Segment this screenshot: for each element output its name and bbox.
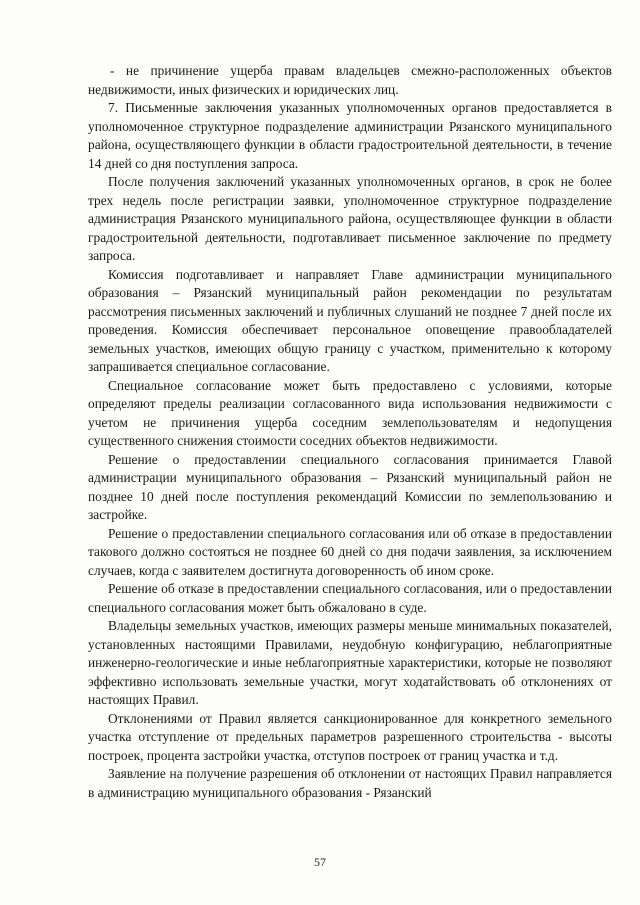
page-number: 57 xyxy=(314,855,326,869)
body-text xyxy=(88,62,612,802)
paragraph: - не причинение ущерба правам владельцев смежно-расположенных объектов недвижимости, иных физических и юридических лиц. xyxy=(88,63,612,97)
paragraph: Заявление на получение разрешения об отклонении от настоящих Правил направляется в администрацию муниципального образования - Рязанский xyxy=(88,766,612,800)
paragraph: Владельцы земельных участков, имеющих размеры меньше минимальных показателей, установленных настоящими Правилами, неудобную конфигурацию, неблагоприятные инженерно-геологические и иные неблагоприятные характеристики, которые не позволяют эффективно использовать земельные участки, могут ходатайствовать об отклонениях от настоящих Правил. xyxy=(88,618,612,707)
paragraph: Комиссия подготавливает и направляет Главе администрации муниципального образования – Рязанский муниципальный район рекомендации по результатам рассмотрения письменных заключений и публичных слушаний не позднее 7 дней после их проведения. Комиссия обеспечивает персональное оповещение правообладателей земельных участков, имеющих общую границу с участком, применительно к которому запрашивается специальное согласование. xyxy=(88,266,612,374)
paragraph: Отклонениями от Правил является санкционированное для конкретного земельного участка отступление от предельных параметров разрешенного строительства - высоты построек, процента застройки участка, отступов построек от границ участка и т.д. xyxy=(88,710,612,763)
paragraph: Специальное согласование может быть предоставлено с условиями, которые определяют пределы реализации согласованного вида использования недвижимости с учетом не причинения ущерба соседним землепользователям и недопущения существенного снижения стоимости соседних объектов недвижимости. xyxy=(88,377,612,448)
paragraph: 7. Письменные заключения указанных уполномоченных органов предоставляется в уполномоченное структурное подразделение администрации Рязанского муниципального района, осуществляющего функции в области градостроительной деятельности, в течение 14 дней со дня поступления запроса. xyxy=(88,100,612,171)
paragraph: Решение о предоставлении специального согласования или об отказе в предоставлении такового должно состояться не позднее 60 дней со дня подачи заявления, за исключением случаев, когда с заявителем достигнута договоренность об ином сроке. xyxy=(88,525,612,578)
paragraph: Решение о предоставлении специального согласования принимается Главой администрации муниципального образования – Рязанский муниципальный район не позднее 10 дней после поступления рекомендаций Комиссии по землепользованию и застройке. xyxy=(88,451,612,522)
paragraph: После получения заключений указанных уполномоченных органов, в срок не более трех недель после регистрации заявки, уполномоченное структурное подразделение администрация Рязанского муниципального района, осуществляющее функции в области градостроительной деятельности, подготавливает письменное заключение по предмету запроса. xyxy=(88,174,612,263)
paragraph: Решение об отказе в предоставлении специального согласования, или о предоставлении специального согласования может быть обжаловано в суде. xyxy=(88,581,612,615)
